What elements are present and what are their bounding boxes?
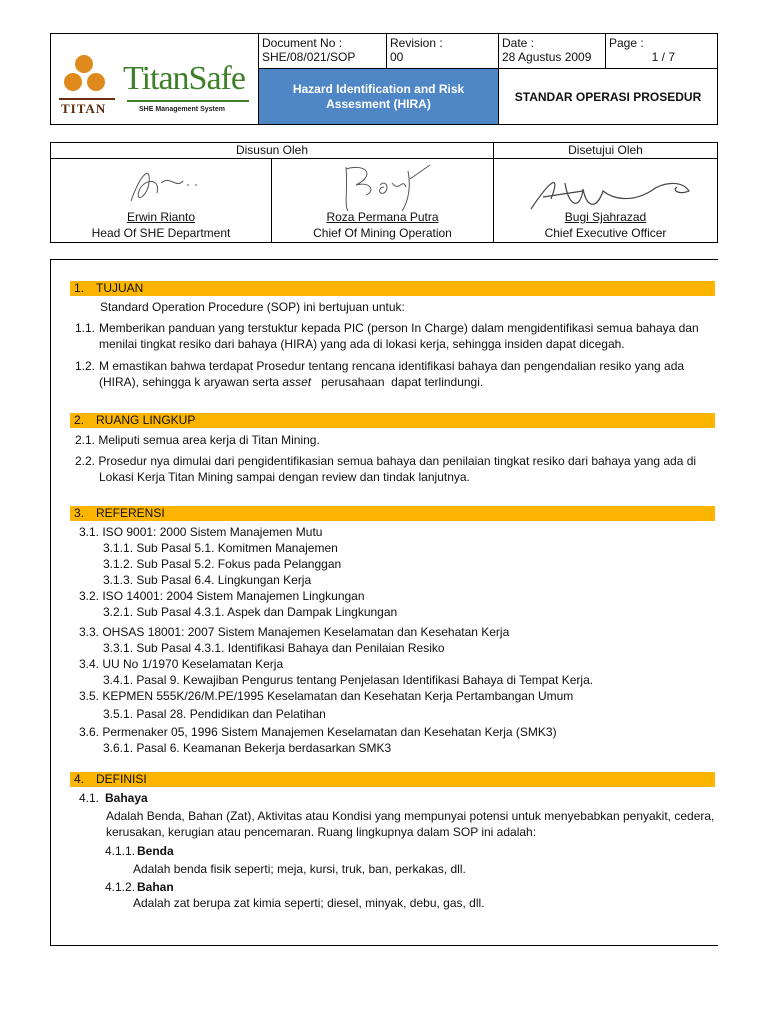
s1-item-2-line2-b: asset [282,375,312,389]
signer-3-name: Bugi Sjahrazad [564,210,647,224]
signer-3-title: Chief Executive Officer [544,226,667,240]
section-4-header [70,772,715,787]
s1-item-2-num: 1.2. [75,359,96,373]
s1-intro: Standard Operation Procedure (SOP) ini bertujuan untuk: [100,300,405,314]
ref-line: 3.1.3. Sub Pasal 6.4. Lingkungan Kerja [103,573,312,587]
section-2-title: RUANG LINGKUP [96,413,196,427]
section-1-title: TUJUAN [96,281,144,295]
s4-item-1-num: 4.1. [79,791,100,805]
s1-item-2-line1: M emastikan bahwa terdapat Prosedur tentang rencana identifikasi bahaya dan pengendalian resiko yang ada [99,359,685,373]
ref-line: 3.6.1. Pasal 6. Keamanan Bekerja berdasarkan SMK3 [103,741,392,755]
ref-line: 3.5.1. Pasal 28. Pendidikan dan Pelatihan [103,707,326,721]
s4-item-1-1-num: 4.1.1. [105,844,136,858]
company-logo [57,44,253,120]
s4-item-1-2-num: 4.1.2. [105,880,136,894]
section-4-title: DEFINISI [96,772,147,786]
section-4-number: 4. [74,772,85,786]
ref-line: 3.2. ISO 14001: 2004 Sistem Manajemen Lingkungan [79,589,365,603]
s1-item-1-line2: menilai tingkat resiko dari bahaya (HIRA) yang ada di lokasi kerja, sehingga insiden dapat dicegah. [99,337,625,351]
ref-line: 3.1.1. Sub Pasal 5.1. Komitmen Manajemen [103,541,338,555]
section-2-header [70,413,715,428]
s4-item-1-line2: kerusakan, kerugian atau pencemaran. Ruang lingkupnya dalam SOP ini adalah: [106,825,537,839]
ref-line: 3.6. Permenaker 05, 1996 Sistem Manajemen Keselamatan dan Kesehatan Kerja (SMK3) [79,725,557,739]
s1-item-1-line1: Memberikan panduan yang terstuktur kepada PIC (person In Charge) dalam mengidentifikasi semua bahaya dan [99,321,699,335]
date-label: Date : [502,36,535,50]
signature-2-icon [336,161,436,213]
s2-item-1: 2.1. Meliputi semua area kerja di Titan Mining. [75,433,320,447]
revision-label: Revision : [390,36,443,50]
title-line-2: Assesment (HIRA) [326,96,431,111]
s1-item-2-line2-a: (HIRA), sehingga k aryawan serta [99,375,283,389]
s1-item-2-line2-c: perusahaan dapat terlindungi. [311,375,484,389]
page-label: Page : [609,36,644,50]
doc-no-value: SHE/08/021/SOP [262,50,356,64]
section-1-header [70,281,715,296]
logo-brand-text: TitanSafe [123,60,245,97]
section-3-number: 3. [74,506,85,520]
ref-line: 3.2.1. Sub Pasal 4.3.1. Aspek dan Dampak Lingkungan [103,605,398,619]
logo-company-text: TITAN [61,101,107,116]
doc-no-label: Document No : [262,36,343,50]
section-3-title: REFERENSI [96,506,165,520]
signer-1-name: Erwin Rianto [126,210,196,224]
ref-line: 3.4. UU No 1/1970 Keselamatan Kerja [79,657,284,671]
logo-sub-text: SHE Management System [139,106,225,113]
section-1-number: 1. [74,281,85,295]
ref-line: 3.4.1. Pasal 9. Kewajiban Pengurus tentang Penjelasan Identifikasi Bahaya di Tempat Kerja. [103,673,594,687]
ref-line: 3.1. ISO 9001: 2000 Sistem Manajemen Mutu [79,525,323,539]
ref-line: 3.5. KEPMEN 555K/26/M.PE/1995 Keselamatan dan Kesehatan Kerja Pertambangan Umum [79,689,574,703]
s4-item-1-1-title: Benda [137,844,174,858]
s4-item-1-line1: Adalah Benda, Bahan (Zat), Aktivitas atau Kondisi yang mempunyai potensi untuk menyebabkan penyakit, cedera, [106,809,715,823]
s4-item-1-title: Bahaya [105,791,148,805]
section-3-header [70,506,715,521]
signer-1-title: Head Of SHE Department [91,226,231,240]
logo-underline [127,100,249,102]
prepared-by-label: Disusun Oleh [235,143,309,157]
s4-item-1-1-text: Adalah benda fisik seperti; meja, kursi, truk, ban, perkakas, dll. [133,862,466,876]
ref-line: 3.3.1. Sub Pasal 4.3.1. Identifikasi Bahaya dan Penilaian Resiko [103,641,445,655]
s2-item-2-line1: 2.2. Prosedur nya dimulai dari pengidentifikasian semua bahaya dan penilaian tingkat resiko dari bahaya yang ada di [75,454,697,468]
s1-item-1-num: 1.1. [75,321,96,335]
document-title [259,69,498,124]
ref-line: 3.3. OHSAS 18001: 2007 Sistem Manajemen Keselamatan dan Kesehatan Kerja [79,625,510,639]
document-header [50,33,718,125]
sop-title: STANDAR OPERASI PROSEDUR [514,89,702,104]
s4-item-1-2-title: Bahan [137,880,174,894]
ref-line: 3.1.2. Sub Pasal 5.2. Fokus pada Pelanggan [103,557,342,571]
title-line-1: Hazard Identification and Risk [292,81,465,96]
s2-item-2-line2: Lokasi Kerja Titan Mining sampai dengan review dan tindak lanjutnya. [99,470,470,484]
approval-table [50,142,718,243]
signer-2-title: Chief Of Mining Operation [313,226,452,240]
signer-2-name: Roza Permana Putra [326,210,439,224]
s4-item-1-2-text: Adalah zat berupa zat kimia seperti; diesel, minyak, debu, gas, dll. [133,896,485,910]
approved-by-label: Disetujui Oleh [568,143,643,157]
signature-1-icon [121,163,211,207]
revision-value: 00 [390,50,404,64]
s1-item-2-line2 [99,374,483,390]
date-value: 28 Agustus 2009 [502,50,592,64]
page-value: 1 / 7 [651,50,675,64]
section-2-number: 2. [74,413,85,427]
